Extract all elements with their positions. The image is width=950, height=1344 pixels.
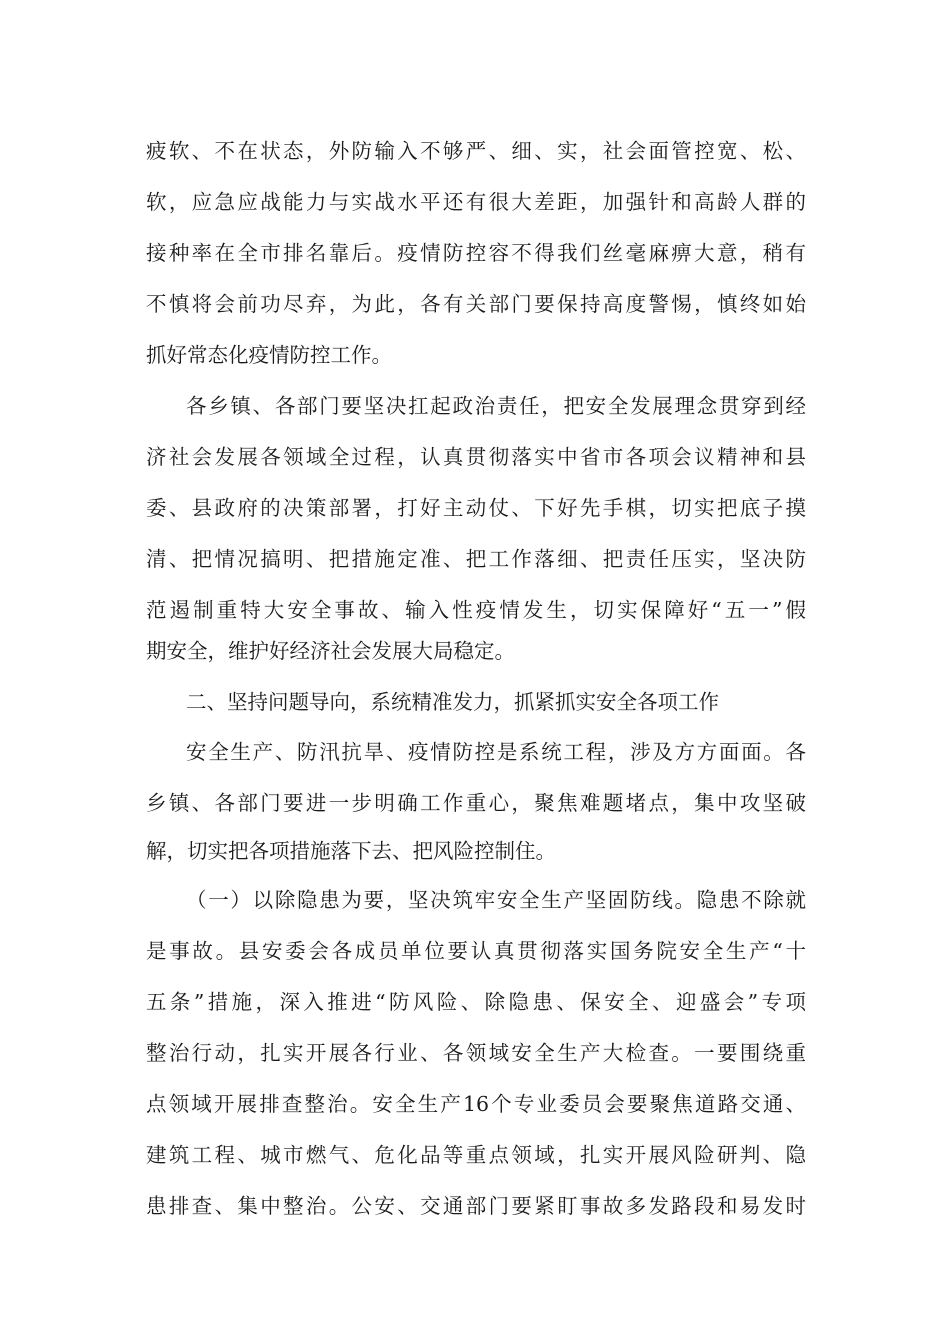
text-line: 整治行动，扎实开展各行业、各领域安全生产大检查。一要围绕重 — [146, 1041, 806, 1065]
text-line: 是事故。县安委会各成员单位要认真贯彻落实国务院安全生产“十 — [146, 939, 806, 963]
paragraph-first-line: 各乡镇、各部门要坚决扛起政治责任，把安全发展理念贯穿到经 — [186, 394, 806, 418]
text-line: 接种率在全市排名靠后。疫情防控容不得我们丝毫麻痹大意，稍有 — [146, 241, 806, 265]
text-line: 抓好常态化疫情防控工作。 — [146, 343, 392, 367]
text-line: 委、县政府的决策部署，打好主动仗、下好先手棋，切实把底子摸 — [146, 496, 806, 520]
text-line: 患排查、集中整治。公安、交通部门要紧盯事故多发路段和易发时 — [146, 1194, 806, 1218]
paragraph-first-line: （一）以除隐患为要，坚决筑牢安全生产坚固防线。隐患不除就 — [186, 888, 806, 912]
section-heading: 二、坚持问题导向，系统精准发力，抓紧抓实安全各项工作 — [186, 690, 719, 714]
text-line: 清、把情况搞明、把措施定准、把工作落细、把责任压实，坚决防 — [146, 547, 806, 571]
text-line: 不慎将会前功尽弃，为此，各有关部门要保持高度警惕，慎终如始 — [146, 292, 806, 316]
text-line: 期安全，维护好经济社会发展大局稳定。 — [146, 639, 515, 663]
text-line: 软，应急应战能力与实战水平还有很大差距，加强针和高龄人群的 — [146, 190, 806, 214]
text-line: 范遏制重特大安全事故、输入性疫情发生，切实保障好“五一”假 — [146, 598, 806, 622]
text-line: 乡镇、各部门要进一步明确工作重心，聚焦难题堵点，集中攻坚破 — [146, 791, 806, 815]
text-line: 解，切实把各项措施落下去、把风险控制住。 — [146, 839, 556, 863]
text-line: 疲软、不在状态，外防输入不够严、细、实，社会面管控宽、松、 — [146, 139, 806, 163]
paragraph-first-line: 安全生产、防汛抗旱、疫情防控是系统工程，涉及方方面面。各 — [186, 740, 806, 764]
text-line: 五条”措施，深入推进“防风险、除隐患、保安全、迎盛会”专项 — [146, 990, 806, 1014]
text-line: 济社会发展各领域全过程，认真贯彻落实中省市各项会议精神和县 — [146, 445, 806, 469]
text-line: 建筑工程、城市燃气、危化品等重点领域，扎实开展风险研判、隐 — [146, 1143, 806, 1167]
text-line: 点领域开展排查整治。安全生产16个专业委员会要聚焦道路交通、 — [146, 1092, 806, 1116]
